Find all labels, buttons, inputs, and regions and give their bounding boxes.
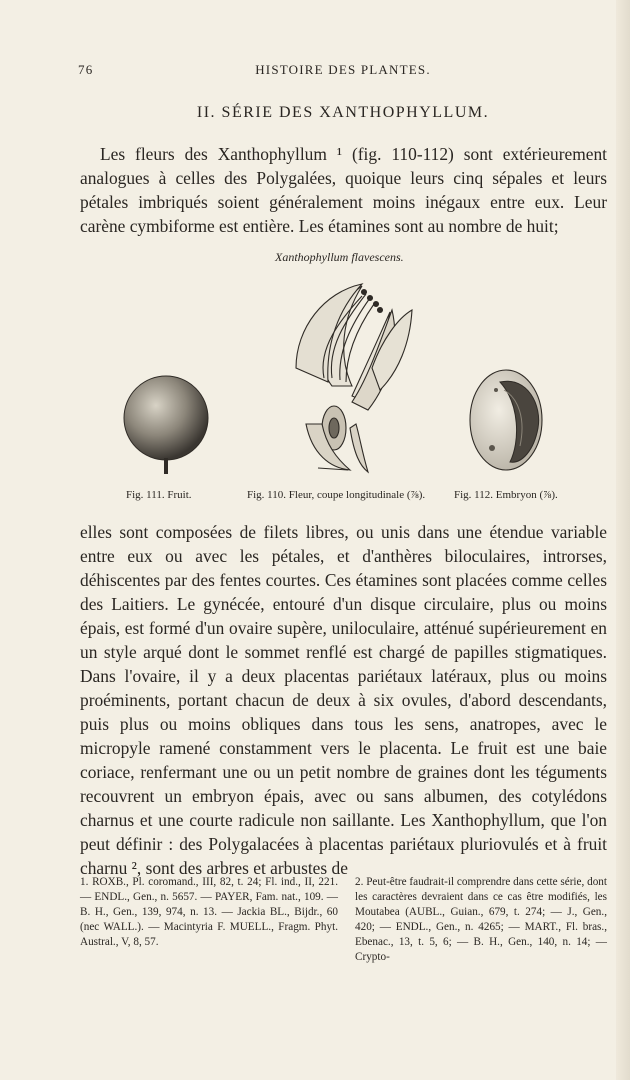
paragraph-intro: Les fleurs des Xanthophyllum ¹ (fig. 110-112) sont extérieurement analogues à celles des Polygalées, quoique leurs cinq sépales et leurs pétales imbriqués soient généralement moins inégaux entre eux. Leur carène cymbiforme est entière. Les étamines sont au nombre de huit; (80, 144, 607, 236)
paragraph-description: elles sont composées de filets libres, ou unis dans une étendue variable entre eux ou avec les pétales, et d'anthères biloculaires, introrses, déhiscentes par des fentes courtes. Ces étamines sont placées comme celles des Laitiers. Le gynécée, entouré d'un disque circulaire, plus ou moins épais, est formé d'un ovaire supère, uniloculaire, atténué supérieurement en un style arqué dont le sommet renflé est chargé de papilles stigmatiques. Dans l'ovaire, il y a deux placentas pariétaux latéraux, plus ou moins proéminents, portant chacun de deux à six ovules, d'abord descendants, puis plus ou moins obliques dans tous les sens, anatropes, avec le micropyle ramené constamment vers le placenta. Le fruit est une baie coriace, renfermant une ou un petit nombre de graines dont les téguments recouvrent un embryon épais, avec ou sans albumen, des cotylédons charnus et une courte radicule non saillante. Les Xanthophyllum, que l'on peut définir : des Polygalacées à placentas pariétaux pluriovulés et à fruit charnu ², sont des arbres et arbustes de (80, 522, 607, 878)
figure-species-label: Xanthophyllum flavescens. (275, 250, 404, 264)
footnotes (80, 875, 607, 1035)
fig-112-embryo-drawing (470, 370, 542, 470)
page-number: 76 (78, 62, 94, 77)
footnote-1: 1. ROXB., Pl. coromand., III, 82, t. 24; Fl. ind., II, 221. — ENDL., Gen., n. 5657. — PAYER, Fam. nat., 109. — B. H., Gen., 139, 974, n. 13. — Jackia BL., Bijdr., 60 (nec WALL.). — Macintyria F. MUELL., Fragm. Phyt. Austral., V, 8, 57. (80, 876, 338, 948)
fig-110-flower-section-drawing (296, 284, 412, 472)
caption-fig-110: Fig. 110. Fleur, coupe longitudinale (⅞). (247, 489, 426, 501)
running-title: HISTOIRE DES PLANTES. (255, 62, 431, 77)
caption-fig-111: Fig. 111. Fruit. (126, 489, 192, 501)
fig-111-fruit-drawing (124, 376, 208, 474)
running-header (78, 62, 608, 82)
caption-fig-112: Fig. 112. Embryon (⅞). (454, 489, 558, 501)
section-title: II. SÉRIE DES XANTHOPHYLLUM. (196, 104, 490, 121)
botanical-illustration (100, 278, 560, 478)
footnote-2: 2. Peut-être faudrait-il comprendre dans cette série, dont les caractères devraient dans ce cas être modifiés, les Moutabea (AUBL., Guian., 679, t. 274; — J., Gen., 420; — ENDL., Gen., n. 4265; — MART., Fl. bras., Ebenac., 13, t. 5, 6; — B. H., Gen., 140, n. 14; — Crypto- (355, 876, 607, 963)
page-edge (616, 0, 630, 1080)
